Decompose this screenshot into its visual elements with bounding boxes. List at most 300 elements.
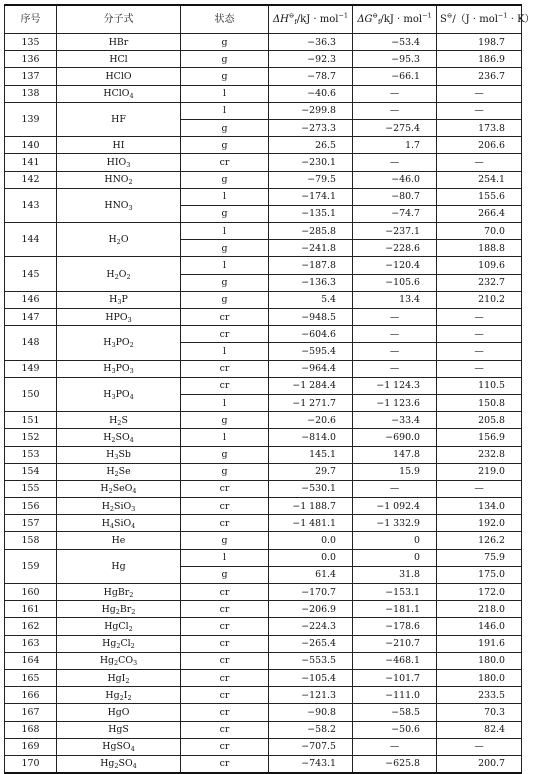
row-entropy: 254.1 (437, 171, 522, 188)
row-entropy: 218.0 (437, 601, 522, 618)
row-state: g (181, 463, 269, 480)
row-entropy: 175.0 (437, 566, 522, 583)
formula-part: HgSO (102, 741, 131, 753)
row-number: 137 (5, 68, 57, 85)
row-state: cr (181, 721, 269, 738)
row-entropy: 156.9 (437, 429, 522, 446)
row-enthalpy: −206.9 (269, 601, 353, 618)
row-number: 136 (5, 51, 57, 68)
table-row (5, 85, 522, 102)
row-entropy: — (437, 309, 522, 326)
formula-subscript: 2 (117, 418, 122, 427)
row-gibbs: −275.4 (353, 119, 437, 136)
row-gibbs: −468.1 (353, 652, 437, 669)
row-formula (57, 257, 181, 291)
row-formula (57, 85, 181, 102)
table-row (5, 377, 522, 394)
row-state: cr (181, 154, 269, 171)
row-state: cr (181, 618, 269, 635)
row-formula (57, 669, 181, 686)
row-enthalpy: −36.3 (269, 34, 353, 51)
row-state: cr (181, 360, 269, 377)
row-enthalpy: −265.4 (269, 635, 353, 652)
table-row (5, 68, 522, 85)
row-state: cr (181, 738, 269, 755)
table-row (5, 154, 522, 171)
row-entropy: 173.8 (437, 119, 522, 136)
row-entropy: 172.0 (437, 584, 522, 601)
row-number: 135 (5, 34, 57, 51)
formula-part: PO (115, 337, 130, 349)
formula-part: HNO (104, 174, 129, 186)
row-formula (57, 171, 181, 188)
row-entropy: 206.6 (437, 137, 522, 154)
row-formula (57, 755, 181, 773)
formula-part: PO (115, 363, 130, 375)
table-row (5, 738, 522, 755)
row-state: l (181, 257, 269, 274)
row-number: 149 (5, 360, 57, 377)
formula-subscript: 4 (132, 762, 137, 771)
row-gibbs: — (353, 85, 437, 102)
header-entropy: S⊖/（J · mol$^{-1}$ · K） (437, 5, 522, 34)
row-number: 152 (5, 429, 57, 446)
row-formula (57, 137, 181, 154)
row-entropy: 205.8 (437, 412, 522, 429)
row-gibbs: −111.0 (353, 687, 437, 704)
row-gibbs: −50.6 (353, 721, 437, 738)
row-gibbs: −228.6 (353, 240, 437, 257)
row-formula (57, 463, 181, 480)
table-row (5, 601, 522, 618)
formula-subscript: 3 (126, 160, 131, 169)
formula-part: HgO (107, 706, 130, 718)
formula-subscript: 2 (126, 272, 131, 281)
table-row (5, 309, 522, 326)
row-formula (57, 154, 181, 171)
row-state: g (181, 240, 269, 257)
formula-subscript: 2 (119, 693, 124, 702)
row-gibbs: −53.4 (353, 34, 437, 51)
formula-subscript: 4 (129, 435, 134, 444)
row-enthalpy: 0.0 (269, 532, 353, 549)
formula-part: HI (112, 139, 125, 151)
formula-subscript: 2 (115, 607, 120, 616)
header-row (5, 5, 522, 34)
row-state: cr (181, 687, 269, 704)
formula-subscript: 3 (129, 367, 134, 376)
table-row (5, 360, 522, 377)
formula-part: CO (118, 655, 134, 667)
row-number: 148 (5, 326, 57, 360)
formula-part: H (106, 466, 115, 478)
formula-subscript: 4 (130, 745, 135, 754)
formula-part: SO (118, 758, 133, 770)
row-entropy: 70.0 (437, 223, 522, 240)
row-number: 159 (5, 549, 57, 583)
row-state: l (181, 223, 269, 240)
row-formula (57, 51, 181, 68)
table-row (5, 429, 522, 446)
row-formula (57, 223, 181, 257)
row-gibbs: −153.1 (353, 584, 437, 601)
table-row (5, 584, 522, 601)
row-entropy: 110.5 (437, 377, 522, 394)
formula-part: Hg (102, 638, 117, 650)
row-enthalpy: −299.8 (269, 102, 353, 119)
formula-part: SiO (114, 517, 132, 529)
formula-part: Hg (105, 689, 120, 701)
row-state: cr (181, 498, 269, 515)
table-row (5, 446, 522, 463)
row-number: 150 (5, 377, 57, 411)
row-formula (57, 68, 181, 85)
row-enthalpy: 29.7 (269, 463, 353, 480)
row-entropy: 180.0 (437, 669, 522, 686)
formula-part: H (103, 363, 112, 375)
row-number: 162 (5, 618, 57, 635)
row-enthalpy: −1 481.1 (269, 515, 353, 532)
row-enthalpy: 26.5 (269, 137, 353, 154)
table-row (5, 721, 522, 738)
row-state: g (181, 34, 269, 51)
table-row (5, 51, 522, 68)
row-formula (57, 618, 181, 635)
formula-part: SeO (112, 483, 133, 495)
row-enthalpy: −92.3 (269, 51, 353, 68)
formula-part: HgCl (104, 620, 129, 632)
formula-subscript: 2 (114, 762, 119, 771)
row-enthalpy: −553.5 (269, 652, 353, 669)
thermo-data-table (4, 4, 535, 774)
table-row (5, 326, 522, 343)
table-row (5, 652, 522, 669)
row-entropy: 210.2 (437, 291, 522, 308)
formula-part: Cl (120, 638, 131, 650)
table-row (5, 480, 522, 497)
row-entropy: 70.3 (437, 704, 522, 721)
row-state: l (181, 394, 269, 411)
row-enthalpy: 5.4 (269, 291, 353, 308)
row-gibbs: 147.8 (353, 446, 437, 463)
row-state: cr (181, 309, 269, 326)
row-enthalpy: −743.1 (269, 755, 353, 773)
row-formula (57, 532, 181, 549)
formula-part: He (111, 535, 126, 547)
table-row (5, 515, 522, 532)
row-gibbs: −178.6 (353, 618, 437, 635)
table-row (5, 687, 522, 704)
table-row (5, 171, 522, 188)
table-row (5, 34, 522, 51)
row-formula (57, 102, 181, 136)
row-gibbs: — (353, 360, 437, 377)
row-gibbs: — (353, 480, 437, 497)
row-gibbs: −46.0 (353, 171, 437, 188)
row-enthalpy: −273.3 (269, 119, 353, 136)
row-formula (57, 601, 181, 618)
row-gibbs: — (353, 738, 437, 755)
row-formula (57, 635, 181, 652)
row-entropy: 188.8 (437, 240, 522, 257)
formula-subscript: 3 (117, 298, 122, 307)
row-state: l (181, 549, 269, 566)
formula-subscript: 4 (131, 521, 136, 530)
row-gibbs: 0 (353, 532, 437, 549)
row-number: 157 (5, 515, 57, 532)
row-state: g (181, 412, 269, 429)
row-entropy: — (437, 154, 522, 171)
row-formula (57, 480, 181, 497)
table-row (5, 257, 522, 274)
row-enthalpy: −595.4 (269, 343, 353, 360)
formula-subscript: 2 (111, 435, 116, 444)
formula-part: HNO (104, 199, 129, 211)
row-enthalpy: −1 188.7 (269, 498, 353, 515)
row-entropy: — (437, 480, 522, 497)
table-row (5, 498, 522, 515)
row-state: cr (181, 755, 269, 773)
row-enthalpy: −241.8 (269, 240, 353, 257)
formula-part: P (121, 294, 128, 306)
formula-part: HClO (105, 70, 132, 82)
formula-subscript: 3 (114, 453, 119, 462)
formula-part: H (103, 388, 112, 400)
row-enthalpy: 61.4 (269, 566, 353, 583)
formula-part: HgBr (103, 586, 130, 598)
row-state: cr (181, 584, 269, 601)
formula-part: HPO (105, 311, 128, 323)
formula-part: H (108, 234, 117, 246)
formula-part: SiO (114, 500, 132, 512)
row-enthalpy: −40.6 (269, 85, 353, 102)
row-formula (57, 412, 181, 429)
row-entropy: 150.8 (437, 394, 522, 411)
row-number: 164 (5, 652, 57, 669)
row-enthalpy: −1 284.4 (269, 377, 353, 394)
row-entropy: 75.9 (437, 549, 522, 566)
row-formula (57, 687, 181, 704)
row-enthalpy: −285.8 (269, 223, 353, 240)
row-gibbs: — (353, 326, 437, 343)
formula-subscript: 4 (129, 92, 134, 101)
row-formula (57, 429, 181, 446)
row-entropy: 109.6 (437, 257, 522, 274)
row-state: g (181, 205, 269, 222)
row-gibbs: −33.4 (353, 412, 437, 429)
row-formula (57, 738, 181, 755)
row-state: cr (181, 669, 269, 686)
row-state: g (181, 119, 269, 136)
row-enthalpy: −1 271.7 (269, 394, 353, 411)
formula-subscript: 4 (129, 392, 134, 401)
row-entropy: 186.9 (437, 51, 522, 68)
row-number: 168 (5, 721, 57, 738)
formula-subscript: 2 (114, 470, 119, 479)
formula-subscript: 3 (111, 392, 116, 401)
row-gibbs: −1 124.3 (353, 377, 437, 394)
row-entropy: 126.2 (437, 532, 522, 549)
row-formula (57, 584, 181, 601)
formula-subscript: 3 (128, 203, 133, 212)
row-formula (57, 515, 181, 532)
row-number: 140 (5, 137, 57, 154)
row-formula (57, 360, 181, 377)
row-entropy: — (437, 738, 522, 755)
row-state: cr (181, 326, 269, 343)
row-entropy: 233.5 (437, 687, 522, 704)
row-number: 139 (5, 102, 57, 136)
row-state: l (181, 429, 269, 446)
formula-part: HCl (109, 53, 128, 65)
row-number: 153 (5, 446, 57, 463)
formula-part: SO (115, 431, 130, 443)
formula-part: S (121, 414, 128, 426)
row-entropy: 236.7 (437, 68, 522, 85)
row-state: g (181, 51, 269, 68)
formula-part: O (118, 268, 127, 280)
row-entropy: 219.0 (437, 463, 522, 480)
row-gibbs: −105.6 (353, 274, 437, 291)
formula-part: Se (118, 466, 131, 478)
formula-part: H (109, 294, 118, 306)
formula-subscript: 2 (128, 624, 133, 633)
table-row (5, 549, 522, 566)
formula-part: Hg (100, 758, 115, 770)
row-enthalpy: −58.2 (269, 721, 353, 738)
formula-part: O (120, 234, 129, 246)
row-gibbs: −58.5 (353, 704, 437, 721)
formula-subscript: 2 (127, 693, 132, 702)
formula-subscript: 2 (128, 178, 133, 187)
row-state: g (181, 274, 269, 291)
row-formula (57, 377, 181, 411)
formula-part: I (123, 689, 128, 701)
formula-part: PO (115, 388, 130, 400)
formula-subscript: 2 (130, 642, 135, 651)
row-number: 166 (5, 687, 57, 704)
formula-subscript: 2 (116, 238, 121, 247)
formula-part: H (103, 431, 112, 443)
row-state: cr (181, 377, 269, 394)
formula-subscript: 2 (114, 272, 119, 281)
data-table-wrapper (4, 4, 535, 774)
formula-subscript: 2 (116, 642, 121, 651)
row-number: 143 (5, 188, 57, 222)
row-entropy: — (437, 360, 522, 377)
header-gibbs: $\Delta G^⊖_f/kJ \cdot mol^{-1}$ (353, 5, 437, 34)
row-state: g (181, 532, 269, 549)
row-number: 141 (5, 154, 57, 171)
formula-subscript: 2 (109, 504, 115, 513)
formula-subscript: 3 (111, 341, 116, 350)
row-entropy: 266.4 (437, 205, 522, 222)
row-gibbs: −210.7 (353, 635, 437, 652)
row-gibbs: −101.7 (353, 669, 437, 686)
row-number: 169 (5, 738, 57, 755)
row-formula (57, 326, 181, 360)
row-entropy: 232.7 (437, 274, 522, 291)
table-body (5, 34, 522, 774)
formula-part: HIO (106, 156, 127, 168)
row-number: 165 (5, 669, 57, 686)
row-enthalpy: −604.6 (269, 326, 353, 343)
row-formula (57, 188, 181, 222)
header-enthalpy: $\Delta H^⊖_f/kJ \cdot mol^{-1}$ (269, 5, 353, 34)
row-gibbs: −1 092.4 (353, 498, 437, 515)
row-entropy: — (437, 102, 522, 119)
formula-part: HBr (108, 36, 129, 48)
row-formula (57, 721, 181, 738)
row-state: g (181, 171, 269, 188)
row-gibbs: — (353, 154, 437, 171)
row-number: 167 (5, 704, 57, 721)
table-row (5, 102, 522, 119)
formula-part: HgS (108, 724, 129, 736)
table-row (5, 704, 522, 721)
row-entropy: — (437, 85, 522, 102)
formula-subscript: 3 (127, 315, 132, 324)
row-enthalpy: −135.1 (269, 205, 353, 222)
formula-part: Hg (111, 560, 126, 572)
row-enthalpy: −78.7 (269, 68, 353, 85)
row-number: 144 (5, 223, 57, 257)
formula-part: HClO (103, 88, 130, 100)
row-state: l (181, 102, 269, 119)
row-entropy: 155.6 (437, 188, 522, 205)
row-state: g (181, 68, 269, 85)
formula-part: HgI (107, 672, 126, 684)
row-enthalpy: −20.6 (269, 412, 353, 429)
row-enthalpy: −814.0 (269, 429, 353, 446)
row-formula (57, 549, 181, 583)
table-row (5, 223, 522, 240)
row-enthalpy: 0.0 (269, 549, 353, 566)
formula-subscript: 2 (131, 607, 136, 616)
row-formula (57, 704, 181, 721)
formula-subscript: 3 (131, 504, 136, 513)
header-state: 状态 (181, 5, 269, 34)
row-number: 155 (5, 480, 57, 497)
row-entropy: 146.0 (437, 618, 522, 635)
row-number: 156 (5, 498, 57, 515)
formula-part: H (100, 483, 109, 495)
row-entropy: — (437, 326, 522, 343)
formula-subscript: 3 (111, 367, 116, 376)
table-row (5, 412, 522, 429)
row-gibbs: −1 332.9 (353, 515, 437, 532)
formula-subscript: 2 (129, 590, 134, 599)
table-row (5, 618, 522, 635)
row-gibbs: 13.4 (353, 291, 437, 308)
header-formula: 分子式 (57, 5, 181, 34)
row-gibbs: −95.3 (353, 51, 437, 68)
table-row (5, 188, 522, 205)
row-number: 151 (5, 412, 57, 429)
row-enthalpy: −105.4 (269, 669, 353, 686)
row-enthalpy: −170.7 (269, 584, 353, 601)
formula-part: Hg (101, 603, 116, 615)
row-formula (57, 498, 181, 515)
row-enthalpy: −530.1 (269, 480, 353, 497)
row-state: g (181, 291, 269, 308)
formula-subscript: 3 (133, 659, 138, 668)
row-entropy: 198.7 (437, 34, 522, 51)
row-state: cr (181, 480, 269, 497)
row-enthalpy: −224.3 (269, 618, 353, 635)
row-formula (57, 34, 181, 51)
row-formula (57, 309, 181, 326)
